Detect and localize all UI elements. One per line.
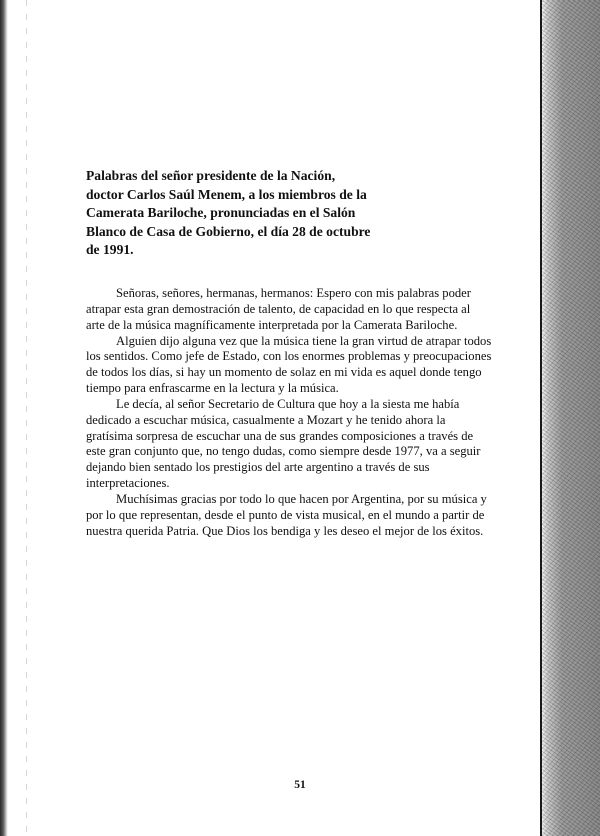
paragraph-2: [86, 334, 498, 397]
page-number: 51: [294, 779, 306, 791]
paragraph-line: los sentidos. Como jefe de Estado, con los enormes problemas y preocupaciones: [86, 349, 492, 364]
paragraph-line: dedicado a escuchar música, casualmente a Mozart y he tenido ahora la: [86, 412, 446, 427]
paragraph-line: arte de la música magníficamente interpretada por la Camerata Bariloche.: [86, 317, 458, 332]
document-body: [86, 167, 498, 539]
paragraph-line: tiempo para enfrascarme en la lectura y la música.: [86, 381, 339, 396]
paragraph-line: por lo que representan, desde el punto de vista musical, en el mundo a partir de: [86, 507, 485, 522]
speech-heading: [86, 167, 386, 260]
paragraph-line: interpretaciones.: [86, 476, 170, 491]
scan-binding-edge: [0, 0, 8, 836]
paragraph-line: nuestra querida Patria. Que Dios los bendiga y les deseo el mejor de los éxitos.: [86, 523, 484, 538]
heading-line: Blanco de Casa de Gobierno, el día 28 de octubre: [86, 223, 371, 239]
paragraph-line: dejando bien sentado los prestigios del arte argentino a través de sus: [86, 460, 430, 475]
paragraph-4: [86, 492, 498, 540]
scan-right-margin: [542, 0, 600, 836]
paragraph-line: Alguien dijo alguna vez que la música tiene la gran virtud de atrapar todos: [116, 333, 492, 348]
paragraph-line: de todos los días, si hay un momento de solaz en mi vida es aquel donde tengo: [86, 365, 482, 380]
heading-line: Camerata Bariloche, pronunciadas en el Salón: [86, 205, 356, 221]
paragraph-3: [86, 397, 498, 492]
paragraph-1: [86, 286, 498, 334]
paragraph-line: Le decía, al señor Secretario de Cultura que hoy a la siesta me había: [116, 396, 460, 411]
scan-margin-mark: [26, 0, 27, 836]
paragraph-line: Señoras, señores, hermanas, hermanos: Espero con mis palabras poder: [116, 285, 471, 300]
paragraph-line: gratísima sorpresa de escuchar una de sus grandes composiciones a través de: [86, 428, 474, 443]
heading-line: doctor Carlos Saúl Menem, a los miembros de la: [86, 186, 367, 202]
paragraph-line: Muchísimas gracias por todo lo que hacen por Argentina, por su música y: [116, 491, 487, 506]
paragraph-line: este gran conjunto que, no tengo dudas, como siempre desde 1977, va a seguir: [86, 444, 481, 459]
heading-line: Palabras del señor presidente de la Nación,: [86, 168, 336, 183]
paragraph-line: atrapar esta gran demostración de talento, de capacidad en lo que respecta al: [86, 301, 471, 316]
heading-line: de 1991.: [86, 242, 134, 258]
